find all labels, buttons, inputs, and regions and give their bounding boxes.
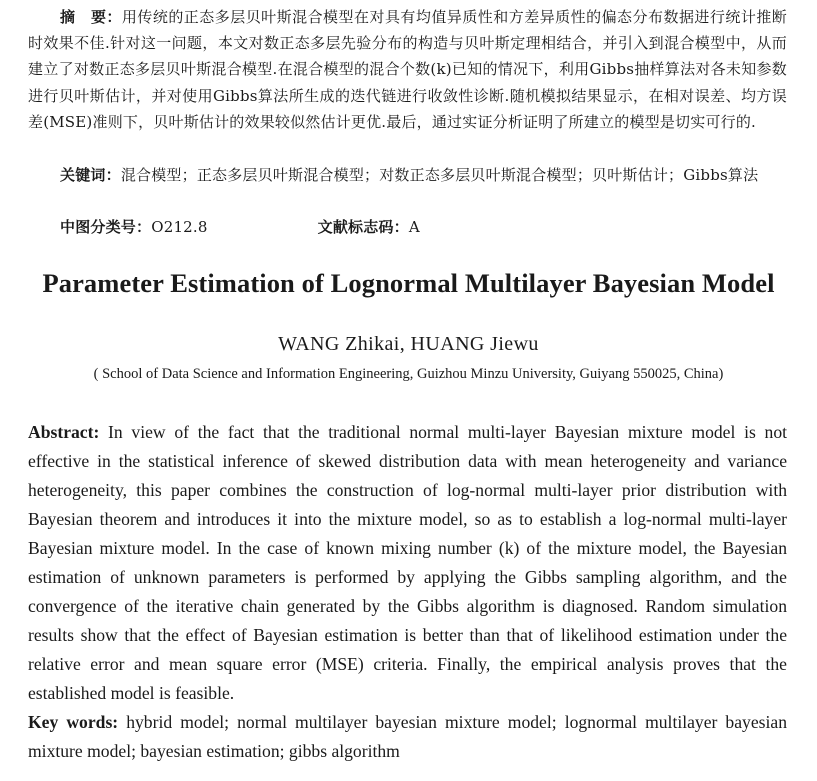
english-abstract-label: Abstract: — [28, 422, 100, 442]
doc-code-value: A — [408, 218, 420, 236]
chinese-abstract — [28, 4, 787, 135]
english-abstract-text: In view of the fact that the traditional normal multi-layer Bayesian mixture model is not effective in the statistical inference of skewed distribution data with mean heterogeneity and variance heterogeneity, this paper combines the construction of log-normal multi-layer prior distribution with Bayesian theorem and introduces it into the mixture model, so as to establish a log-normal multi-layer Bayesian mixture model. In the case of known mixing number (k) of the mixture model, the Bayesian estimation of unknown parameters is performed by applying the Gibbs sampling algorithm, and the convergence of the iterative chain generated by the Gibbs algorithm is diagnosed. Random simulation results show that the effect of Bayesian estimation is better than that of likelihood estimation under the relative error and mean square error (MSE) criteria. Finally, the empirical analysis proves that the established model is feasible. — [28, 422, 787, 703]
doc-code-label: 文献标志码： — [317, 218, 409, 236]
affiliation: ( School of Data Science and Information Engineering, Guizhou Minzu University, Guiyang 550025, China) — [93, 366, 724, 382]
chinese-keywords-label: 关键词： — [60, 166, 121, 184]
english-title: Parameter Estimation of Lognormal Multilayer Bayesian Model — [42, 268, 775, 298]
english-keywords — [28, 708, 787, 766]
english-keywords-label: Key words: — [28, 712, 119, 732]
english-keywords-text: hybrid model; normal multilayer bayesian mixture model; lognormal multilayer bayesian mixture model; bayesian estimation; gibbs algorithm — [28, 712, 787, 761]
class-number-value: O212.8 — [151, 218, 208, 236]
class-number-label: 中图分类号： — [60, 218, 152, 236]
classification-line — [60, 215, 760, 239]
authors: WANG Zhikai, HUANG Jiewu — [278, 333, 539, 355]
chinese-abstract-text: 用传统的正态多层贝叶斯混合模型在对具有均值异质性和方差异质性的偏态分布数据进行统计推断时效果不佳.针对这一问题，本文对数正态多层先验分布的构造与贝叶斯定理相结合，并引入到混合模型中，从而建立了对数正态多层贝叶斯混合模型.在混合模型的混合个数(k)已知的情况下，利用Gibbs抽样算法对各未知参数进行贝叶斯估计，并对使用Gibbs算法所生成的迭代链进行收敛性诊断.随机模拟结果显示，在相对误差、均方误差(MSE)准则下，贝叶斯估计的效果较似然估计更优.最后，通过实证分析证明了所建立的模型是切实可行的. — [28, 8, 787, 131]
chinese-abstract-label: 摘 要： — [60, 8, 122, 26]
english-abstract — [28, 418, 787, 708]
chinese-keywords — [28, 162, 787, 188]
chinese-keywords-text: 混合模型；正态多层贝叶斯混合模型；对数正态多层贝叶斯混合模型；贝叶斯估计；Gibbs算法 — [120, 166, 759, 184]
